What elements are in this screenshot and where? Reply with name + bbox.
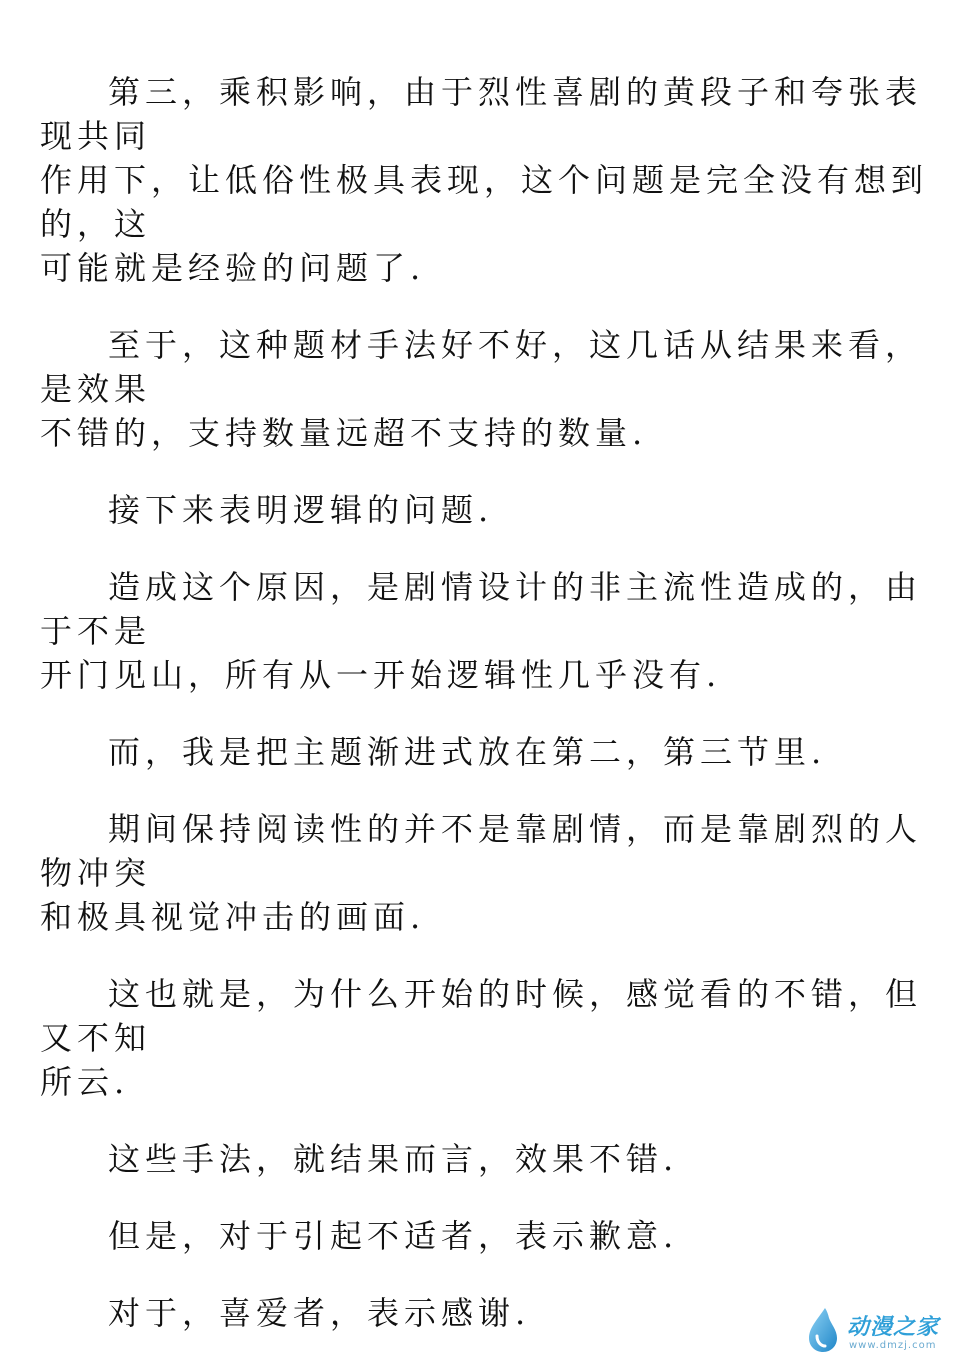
water-drop-logo-icon bbox=[803, 1306, 843, 1354]
watermark-url: www.dmzj.com bbox=[849, 1340, 937, 1351]
paragraph-5: 而，我是把主题渐进式放在第二，第三节里. bbox=[108, 733, 827, 771]
watermark bbox=[803, 1300, 953, 1360]
paragraph-8: 这些手法，就结果而言，效果不错. bbox=[108, 1140, 679, 1178]
watermark-name: 动漫之家 bbox=[847, 1315, 940, 1340]
paragraph-6: 期间保持阅读性的并不是靠剧情，而是靠剧烈的人物冲突 和极具视觉冲击的画面. bbox=[40, 810, 923, 936]
paragraph-9: 但是，对于引起不适者，表示歉意. bbox=[108, 1217, 679, 1255]
document-body bbox=[40, 70, 933, 1368]
paragraph-7: 这也就是，为什么开始的时候，感觉看的不错，但又不知 所云. bbox=[40, 975, 923, 1101]
paragraph-2: 至于，这种题材手法好不好，这几话从结果来看，是效果 不错的，支持数量远超不支持的数量. bbox=[40, 326, 923, 452]
paragraph-10: 对于，喜爱者，表示感谢. bbox=[108, 1294, 531, 1332]
paragraph-1: 第三，乘积影响，由于烈性喜剧的黄段子和夸张表现共同 作用下，让低俗性极具表现，这个问题是完全没有想到的，这 可能就是经验的问题了. bbox=[40, 73, 929, 287]
paragraph-3: 接下来表明逻辑的问题. bbox=[108, 491, 494, 529]
paragraph-4: 造成这个原因，是剧情设计的非主流性造成的，由于不是 开门见山，所有从一开始逻辑性几乎没有. bbox=[40, 568, 923, 694]
